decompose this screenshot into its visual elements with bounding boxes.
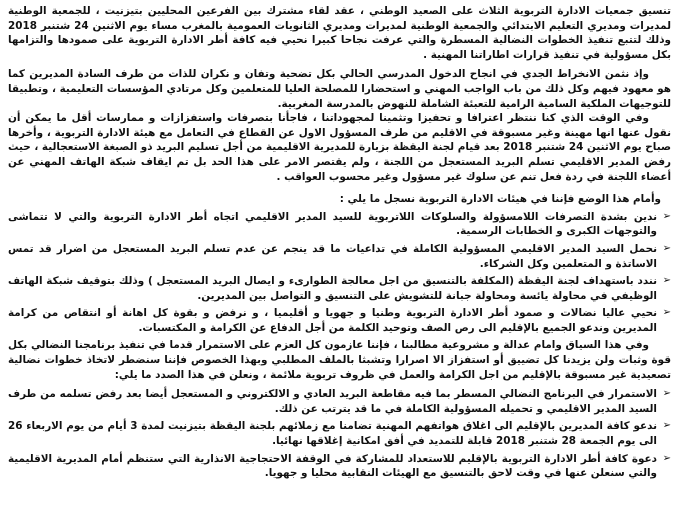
list-item: ➢ ندعو كافة المديرين بالإقليم الى اغلاق هواتفهم المهنية تضامنا مع زملائهم بلجنة اليقظة بتيزنيت لمدة 3 أيام من يوم الاربعاء 26 الى يوم الجمعة 28 شتنبر 2018 قابلة للتمديد في أفق امكانية إغلاقها نهائيا.	[8, 419, 657, 448]
list-item: ➢ نحمل السيد المدير الاقليمي المسؤولية الكاملة في تداعيات ما قد ينجم عن عدم تسلم البريد المستعجل من اضرار قد تمس الاساتذة و المتعلمين وكل الشركاء.	[8, 242, 657, 271]
intro-paragraph-3: وفي الوقت الذي كنا ننتظر اعترافا و تحفيزا وتثمينا لمجهوداتنا ، فاجأنا بتصرفات واستفزازات و ممارسات أقل ما يمكن أن نقول عنها انها مهينة وغير مسبوقة في الاقليم من طرف المسؤول الاول عن القطاع في التعامل مع هيئة الادارة التربوية ، وأخرها صباح يوم الاثنين 24 شتنبر 2018 بعد قيام لجنة اليقظة بزيارة للمديرية الاقليمية من أجل تسليم البريد ذو الصبغة الاستعجالية ، حيث رفض المدير الاقليمي تسلم البريد المستعجل من اللجنة ، ولم يقتصر الامر على هذا الحد بل تم ايقاف شبكة الهاتف المهني عن أعضاء اللجنة في ردة فعل تنم عن سلوك غير مسؤول وغير محسوب العواقب .	[8, 112, 671, 183]
list-item: ➢ نندد باستهداف لجنة اليقظة (المكلفة بالتنسيق من اجل معالجة الطوارىء و ايصال البريد المستعجل ) وذلك بتوقيف شبكة الهاتف الوظيفي في محاولة يائسة ومحاولة جبانة للتشويش على التنسيق و التواصل بين المديرين.	[8, 274, 657, 303]
list-item: ➢ دعوة كافة أطر الادارة التربوية بالإقليم للاستعداد للمشاركة في الوقفة الاحتجاجية الانذارية التي ستنظم أمام المديرية الاقليمية والتي سنعلن عنها في وقت لاحق بالتنسيق مع الهيئات النقابية محليا و جهويا.	[8, 452, 657, 481]
list-item: ➢ الاستمرار في البرنامج النضالي المسطر بما فيه مقاطعة البريد العادي و الالكتروني و المستعجل أيضا بعد رفض تسلمه من طرف السيد المدير الاقليمي و تحميله المسؤولية الكاملة في ما قد يترتب عن ذلك.	[8, 387, 657, 416]
list-item: ➢ نحيي عاليا نضالات و صمود أطر الادارة التربوية وطنيا و جهويا و أقليميا ، و نرفض و بقوة كل اهانة أو انتقاص من كرامة المديرين وندعو الجميع بالإقليم الى رص الصف وتوحيد الكلمة من أجل الدفاع عن الكرامة و المكتسبات.	[8, 306, 657, 335]
list-item: ➢ ندين بشدة التصرفات اللامسؤولة والسلوكات اللاتربوية للسيد المدير الاقليمي اتجاه أطر الادارة التربوية والتي لا تتماشى والتوجهات الكبرى و الخطابات الرسمية.	[8, 210, 657, 239]
intro-paragraph-1: تنسيق جمعيات الادارة التربوية الثلاث على الصعيد الوطني ، عقد لقاء مشترك بين الفرعين المحليين بتيزنيت ، للجمعية الوطنية لمديرات ومديري التعليم الابتدائي والجمعية الوطنية لمديرات ومديري الثانويات العمومية بالمغرب مساء يوم الاثنين 24 شتنبر 2018 وذلك لتتبع تنفيذ الخطوات النضالية المسطرة والتي عرفت نجاحا كبيرا نحيي فيه كافة أطر الادارة التربوية على صمودها والتزامها بكل مسؤولية في تنفيذ قرارات اطاراتنا المهنية .	[8, 5, 671, 61]
section1-heading: وأمام هذا الوضع فإننا في هيئات الادارة التربوية نسجل ما يلي :	[339, 193, 661, 206]
intro-paragraph-2: وإذ نثمن الانخراط الجدي في انجاح الدخول المدرسي الحالي بكل تضحية وتفان و نكران للذات من طرف السادة المديرين كما هو معهود فيهم وكل ذلك من باب الواجب المهني و استحضارا للمصلحة العليا للمتعلمين وكل مرتادي المؤسسات التعليمية ، وتطبيقا للتوجيهات الملكية السامية الرامية للتعبئة الشاملة للنهوض بالمدرسة المغربية.	[8, 68, 671, 110]
section1-list	[8, 210, 671, 336]
spacer	[8, 184, 671, 189]
middle-paragraph: وفي هذا السياق وامام عدالة و مشروعية مطالبنا ، فإننا عازمون كل العزم على الاستمرار قدما في تنفيذ برنامجنا النضالي بكل قوة وثبات ولن يزيدنا كل تضييق أو استفزاز الا اصرارا وتشبثا بالملف المطلبي وبهذا الخصوص فإننا سنضطر لاتخاذ خطوات نضالية تصعيدية غير مسبوقة بالإقليم من اجل الكرامة والعمل في ظروف تربوية ملائمة ، ونعلن في هذا الصدد ما يلي:	[8, 339, 671, 381]
section2-list	[8, 387, 671, 481]
